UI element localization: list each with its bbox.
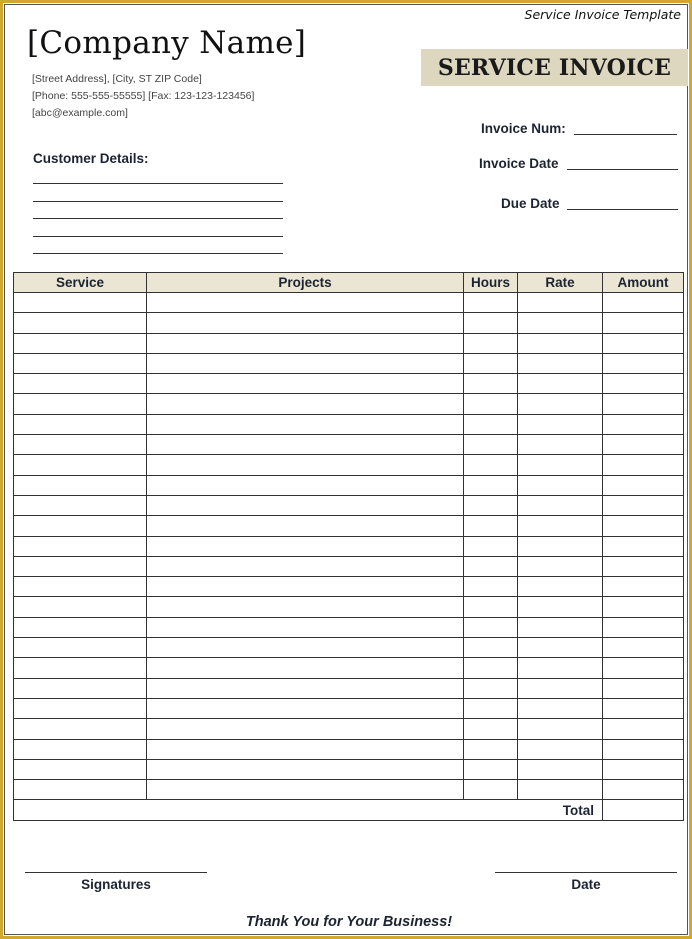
rate-cell[interactable] (518, 394, 603, 414)
service-cell[interactable] (14, 435, 147, 455)
table-row (14, 455, 684, 475)
service-cell[interactable] (14, 658, 147, 678)
customer-detail-line[interactable] (33, 236, 283, 237)
table-row (14, 780, 684, 800)
amount-cell[interactable] (603, 455, 684, 475)
table-row (14, 353, 684, 373)
table-row (14, 698, 684, 718)
rate-cell[interactable] (518, 556, 603, 576)
rate-cell[interactable] (518, 333, 603, 353)
table-row (14, 638, 684, 658)
amount-cell[interactable] (603, 495, 684, 515)
amount-cell[interactable] (603, 759, 684, 779)
projects-cell[interactable] (147, 658, 464, 678)
table-row (14, 495, 684, 515)
signature-line[interactable] (25, 872, 207, 873)
rate-cell[interactable] (518, 353, 603, 373)
customer-details-label: Customer Details: (33, 151, 149, 166)
customer-detail-line[interactable] (33, 253, 283, 254)
table-row (14, 597, 684, 617)
service-cell[interactable] (14, 313, 147, 333)
company-name: [Company Name] (27, 25, 307, 61)
due-date-field[interactable] (567, 209, 678, 210)
hours-cell[interactable] (464, 374, 518, 394)
column-header-rate: Rate (518, 273, 603, 293)
customer-detail-line[interactable] (33, 201, 283, 202)
service-cell[interactable] (14, 495, 147, 515)
total-amount-cell[interactable] (603, 800, 684, 820)
amount-cell[interactable] (603, 333, 684, 353)
table-row (14, 475, 684, 495)
service-table (13, 272, 684, 821)
projects-cell[interactable] (147, 516, 464, 536)
projects-cell[interactable] (147, 638, 464, 658)
rate-cell[interactable] (518, 719, 603, 739)
amount-cell[interactable] (603, 678, 684, 698)
invoice-title-banner (421, 49, 688, 86)
amount-cell[interactable] (603, 293, 684, 313)
projects-cell[interactable] (147, 374, 464, 394)
rate-cell[interactable] (518, 739, 603, 759)
service-cell[interactable] (14, 333, 147, 353)
rate-cell[interactable] (518, 475, 603, 495)
service-cell[interactable] (14, 597, 147, 617)
hours-cell[interactable] (464, 293, 518, 313)
hours-cell[interactable] (464, 435, 518, 455)
table-row (14, 536, 684, 556)
amount-cell[interactable] (603, 617, 684, 637)
projects-cell[interactable] (147, 556, 464, 576)
rate-cell[interactable] (518, 536, 603, 556)
column-header-hours: Hours (464, 273, 518, 293)
hours-cell[interactable] (464, 313, 518, 333)
table-row (14, 435, 684, 455)
service-cell[interactable] (14, 353, 147, 373)
table-row (14, 739, 684, 759)
hours-cell[interactable] (464, 658, 518, 678)
service-cell[interactable] (14, 780, 147, 800)
hours-cell[interactable] (464, 597, 518, 617)
rate-cell[interactable] (518, 374, 603, 394)
customer-detail-line[interactable] (33, 183, 283, 184)
table-row (14, 414, 684, 434)
service-cell[interactable] (14, 577, 147, 597)
table-row (14, 333, 684, 353)
hours-cell[interactable] (464, 638, 518, 658)
column-header-amount: Amount (603, 273, 684, 293)
service-cell[interactable] (14, 374, 147, 394)
hours-cell[interactable] (464, 719, 518, 739)
projects-cell[interactable] (147, 780, 464, 800)
projects-cell[interactable] (147, 739, 464, 759)
table-row (14, 394, 684, 414)
amount-cell[interactable] (603, 658, 684, 678)
signatures-label: Signatures (81, 877, 151, 892)
projects-cell[interactable] (147, 414, 464, 434)
service-cell[interactable] (14, 759, 147, 779)
invoice-date-field[interactable] (567, 169, 678, 170)
hours-cell[interactable] (464, 577, 518, 597)
rate-cell[interactable] (518, 597, 603, 617)
company-email: [abc@example.com] (32, 107, 128, 119)
rate-cell[interactable] (518, 617, 603, 637)
projects-cell[interactable] (147, 759, 464, 779)
projects-cell[interactable] (147, 719, 464, 739)
service-cell[interactable] (14, 516, 147, 536)
hours-cell[interactable] (464, 333, 518, 353)
amount-cell[interactable] (603, 353, 684, 373)
rate-cell[interactable] (518, 577, 603, 597)
service-cell[interactable] (14, 719, 147, 739)
amount-cell[interactable] (603, 698, 684, 718)
table-row (14, 516, 684, 536)
template-label: Service Invoice Template (524, 7, 681, 22)
date-label: Date (571, 877, 601, 892)
projects-cell[interactable] (147, 617, 464, 637)
table-row (14, 759, 684, 779)
hours-cell[interactable] (464, 516, 518, 536)
hours-cell[interactable] (464, 759, 518, 779)
hours-cell[interactable] (464, 617, 518, 637)
amount-cell[interactable] (603, 516, 684, 536)
hours-cell[interactable] (464, 353, 518, 373)
amount-cell[interactable] (603, 435, 684, 455)
table-row (14, 313, 684, 333)
column-header-service: Service (14, 273, 147, 293)
projects-cell[interactable] (147, 475, 464, 495)
projects-cell[interactable] (147, 435, 464, 455)
total-label: Total (14, 800, 603, 820)
service-cell[interactable] (14, 678, 147, 698)
projects-cell[interactable] (147, 313, 464, 333)
service-cell[interactable] (14, 617, 147, 637)
projects-cell[interactable] (147, 455, 464, 475)
amount-cell[interactable] (603, 536, 684, 556)
table-row (14, 293, 684, 313)
rate-cell[interactable] (518, 414, 603, 434)
rate-cell[interactable] (518, 658, 603, 678)
amount-cell[interactable] (603, 739, 684, 759)
amount-cell[interactable] (603, 374, 684, 394)
thank-you-note: Thank You for Your Business! (245, 914, 453, 930)
amount-cell[interactable] (603, 719, 684, 739)
service-cell[interactable] (14, 394, 147, 414)
table-row (14, 577, 684, 597)
invoice-date-label: Invoice Date (479, 156, 559, 171)
table-header-row (14, 273, 684, 293)
amount-cell[interactable] (603, 577, 684, 597)
hours-cell[interactable] (464, 739, 518, 759)
hours-cell[interactable] (464, 556, 518, 576)
hours-cell[interactable] (464, 536, 518, 556)
total-row (14, 800, 684, 820)
date-signature-line[interactable] (495, 872, 677, 873)
rate-cell[interactable] (518, 698, 603, 718)
service-cell[interactable] (14, 293, 147, 313)
table-row (14, 374, 684, 394)
rate-cell[interactable] (518, 495, 603, 515)
rate-cell[interactable] (518, 759, 603, 779)
service-cell[interactable] (14, 475, 147, 495)
projects-cell[interactable] (147, 577, 464, 597)
invoice-title: SERVICE INVOICE (437, 54, 672, 81)
service-cell[interactable] (14, 455, 147, 475)
rate-cell[interactable] (518, 638, 603, 658)
projects-cell[interactable] (147, 536, 464, 556)
hours-cell[interactable] (464, 495, 518, 515)
rate-cell[interactable] (518, 435, 603, 455)
company-phone-fax: [Phone: 555-555-55555] [Fax: 123-123-123456] (32, 90, 255, 102)
projects-cell[interactable] (147, 333, 464, 353)
rate-cell[interactable] (518, 678, 603, 698)
table-row (14, 719, 684, 739)
amount-cell[interactable] (603, 780, 684, 800)
rate-cell[interactable] (518, 313, 603, 333)
rate-cell[interactable] (518, 516, 603, 536)
service-cell[interactable] (14, 698, 147, 718)
amount-cell[interactable] (603, 475, 684, 495)
hours-cell[interactable] (464, 455, 518, 475)
amount-cell[interactable] (603, 638, 684, 658)
table-body (14, 293, 684, 800)
table-row (14, 678, 684, 698)
customer-detail-line[interactable] (33, 218, 283, 219)
hours-cell[interactable] (464, 698, 518, 718)
table-row (14, 658, 684, 678)
service-cell[interactable] (14, 739, 147, 759)
service-cell[interactable] (14, 414, 147, 434)
projects-cell[interactable] (147, 293, 464, 313)
projects-cell[interactable] (147, 353, 464, 373)
rate-cell[interactable] (518, 293, 603, 313)
amount-cell[interactable] (603, 394, 684, 414)
hours-cell[interactable] (464, 414, 518, 434)
projects-cell[interactable] (147, 678, 464, 698)
projects-cell[interactable] (147, 394, 464, 414)
table-row (14, 556, 684, 576)
due-date-label: Due Date (501, 196, 560, 211)
table-row (14, 617, 684, 637)
invoice-num-field[interactable] (574, 134, 677, 135)
hours-cell[interactable] (464, 780, 518, 800)
rate-cell[interactable] (518, 455, 603, 475)
amount-cell[interactable] (603, 414, 684, 434)
projects-cell[interactable] (147, 597, 464, 617)
service-cell[interactable] (14, 536, 147, 556)
amount-cell[interactable] (603, 313, 684, 333)
amount-cell[interactable] (603, 556, 684, 576)
service-cell[interactable] (14, 638, 147, 658)
projects-cell[interactable] (147, 698, 464, 718)
projects-cell[interactable] (147, 495, 464, 515)
invoice-num-label: Invoice Num: (481, 121, 566, 136)
hours-cell[interactable] (464, 678, 518, 698)
service-cell[interactable] (14, 556, 147, 576)
rate-cell[interactable] (518, 780, 603, 800)
hours-cell[interactable] (464, 394, 518, 414)
amount-cell[interactable] (603, 597, 684, 617)
column-header-projects: Projects (147, 273, 464, 293)
hours-cell[interactable] (464, 475, 518, 495)
company-address: [Street Address], [City, ST ZIP Code] (32, 73, 202, 85)
